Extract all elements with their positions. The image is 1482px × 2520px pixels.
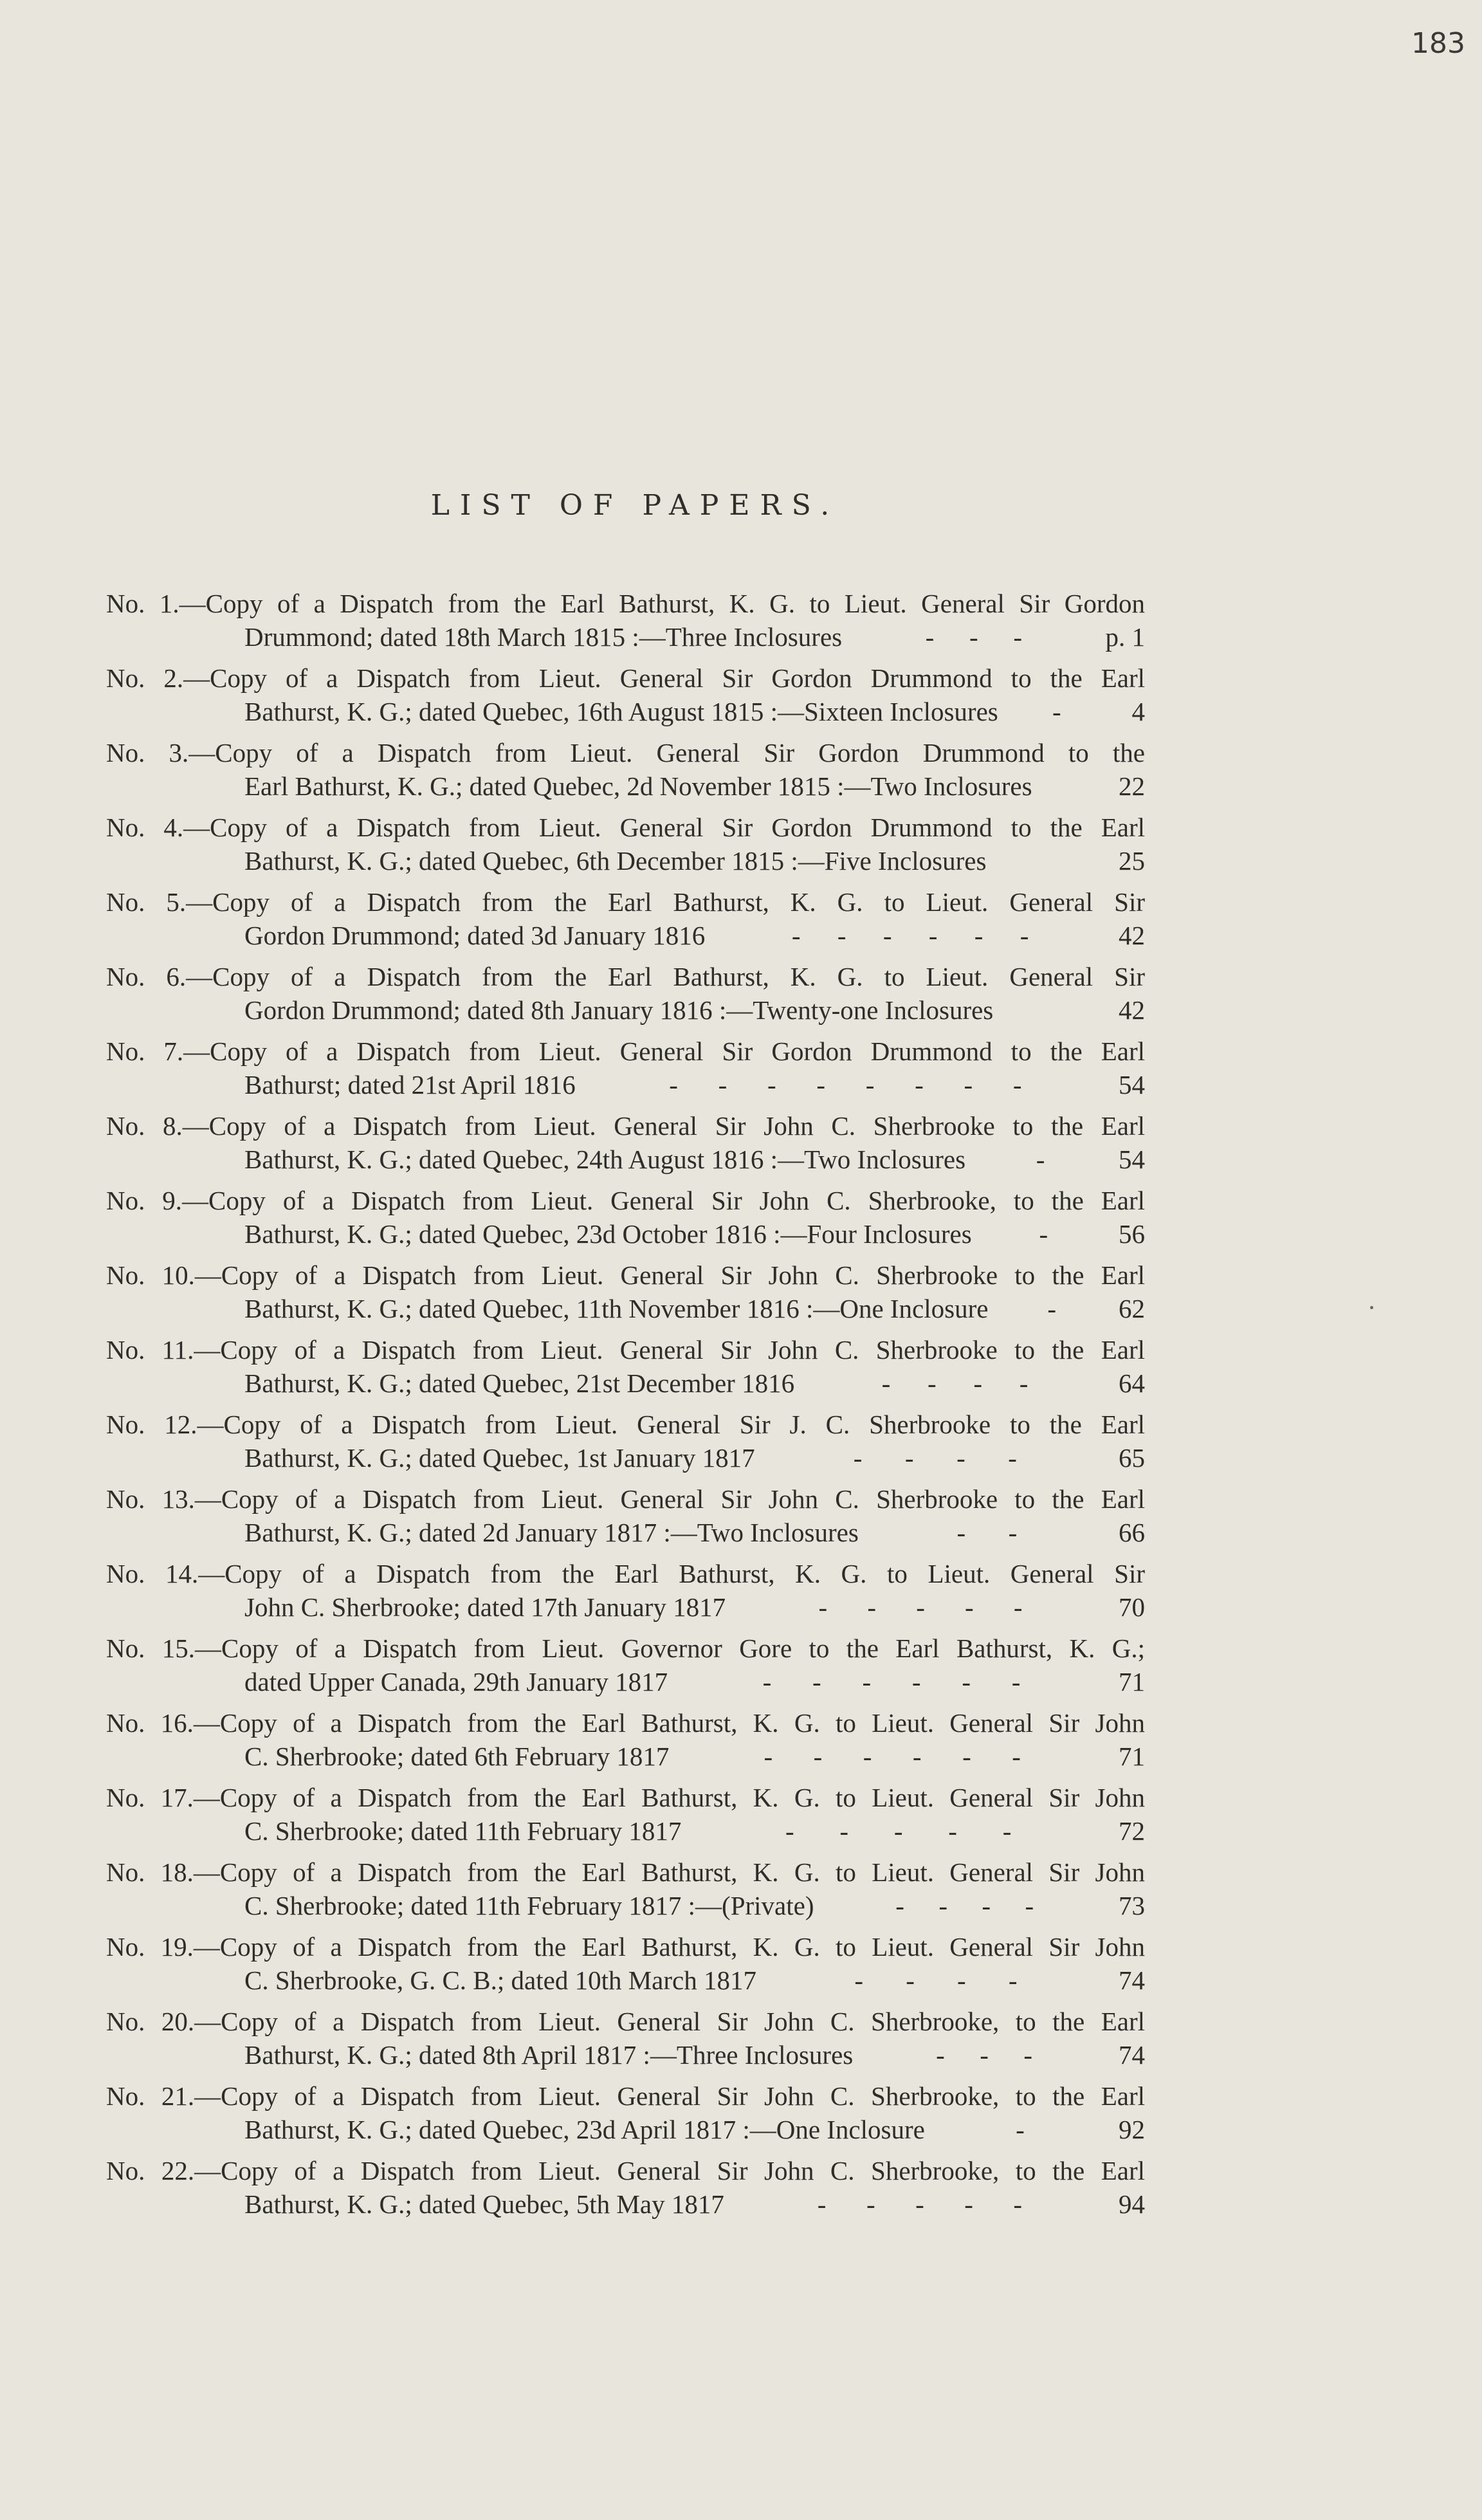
entry-line-2 (106, 1889, 1145, 1922)
leader-dashes: - - - - (881, 1368, 1029, 1398)
entry-line-1: No. 20.—Copy of a Dispatch from Lieut. General Sir John C. Sherbrooke, to the Earl (106, 2007, 1145, 2036)
entry-description: Bathurst, K. G.; dated Quebec, 21st December 1816 (244, 1368, 795, 1398)
entry-line-2 (106, 769, 1145, 803)
entry-line-1: No. 2.—Copy of a Dispatch from Lieut. General Sir Gordon Drummond to the Earl (106, 663, 1145, 693)
entry-description: Bathurst, K. G.; dated Quebec, 5th May 1817 (244, 2189, 724, 2219)
entry-line-2 (106, 1292, 1145, 1325)
leader-dashes: - - - - - (817, 2189, 1023, 2219)
paper-entry (106, 1930, 1145, 2005)
entry-description: Bathurst, K. G.; dated Quebec, 16th August 1815 :—Sixteen Inclosures (244, 697, 998, 726)
leader-dashes: - (1052, 697, 1061, 726)
entry-line-2 (106, 1217, 1145, 1251)
entry-line-2 (106, 1964, 1145, 1997)
leader-dashes: - - - (925, 622, 1023, 652)
leader-dashes: - - - - (853, 1443, 1017, 1473)
paper-entry (106, 1557, 1145, 1632)
entry-line-1: No. 12.—Copy of a Dispatch from Lieut. General Sir J. C. Sherbrooke to the Earl (106, 1410, 1145, 1439)
entry-line-1: No. 21.—Copy of a Dispatch from Lieut. General Sir John C. Sherbrooke, to the Earl (106, 2081, 1145, 2111)
entry-page-number: 74 (1119, 2040, 1145, 2070)
entry-page-number: 73 (1119, 1891, 1145, 1920)
page-number: 183 (1411, 27, 1465, 60)
leader-dashes: - - - (936, 2040, 1033, 2070)
paper-entry (106, 1482, 1145, 1557)
leader-dashes: - - - - - - (762, 1667, 1021, 1697)
entry-page-number: 62 (1119, 1294, 1145, 1323)
entry-page-number: 92 (1119, 2115, 1145, 2144)
entry-line-2 (106, 2038, 1145, 2072)
entry-description: C. Sherbrooke; dated 6th February 1817 (244, 1742, 670, 1771)
entry-description: Bathurst, K. G.; dated Quebec, 11th November 1816 :—One Inclosure (244, 1294, 989, 1323)
paper-list (106, 587, 1145, 2229)
paper-entry (106, 811, 1145, 885)
leader-dashes: - - - - - - (791, 921, 1029, 950)
paper-entry (106, 1408, 1145, 1482)
entry-description: Bathurst, K. G.; dated Quebec, 23d April 1817 :—One Inclosure (244, 2115, 925, 2144)
leader-dashes: - - - - (854, 1965, 1018, 1995)
paper-entry (106, 587, 1145, 661)
entry-line-1: No. 9.—Copy of a Dispatch from Lieut. General Sir John C. Sherbrooke, to the Earl (106, 1186, 1145, 1215)
entry-description: Bathurst, K. G.; dated Quebec, 24th August 1816 :—Two Inclosures (244, 1145, 966, 1174)
entry-line-2 (106, 2187, 1145, 2221)
stray-ink-mark (1370, 1306, 1373, 1309)
entry-description: John C. Sherbrooke; dated 17th January 1817 (244, 1592, 726, 1622)
entry-page-number: 70 (1119, 1592, 1145, 1622)
entry-line-1: No. 19.—Copy of a Dispatch from the Earl Bathurst, K. G. to Lieut. General Sir John (106, 1932, 1145, 1962)
leader-dashes: - - - - - - - - (669, 1070, 1022, 1099)
paper-entry (106, 1855, 1145, 1930)
entry-line-2 (106, 1441, 1145, 1475)
entry-page-number: 42 (1119, 995, 1145, 1025)
entry-description: Bathurst, K. G.; dated Quebec, 6th December 1815 :—Five Inclosures (244, 846, 987, 876)
entry-line-2 (106, 1366, 1145, 1400)
entry-description: C. Sherbrooke; dated 11th February 1817 :—(Private) (244, 1891, 814, 1920)
paper-entry (106, 2154, 1145, 2229)
paper-entry (106, 736, 1145, 811)
entry-line-1: No. 11.—Copy of a Dispatch from Lieut. General Sir John C. Sherbrooke to the Earl (106, 1335, 1145, 1365)
entry-line-2 (106, 993, 1145, 1027)
paper-entry (106, 1258, 1145, 1333)
entry-description: Earl Bathurst, K. G.; dated Quebec, 2d November 1815 :—Two Inclosures (244, 771, 1032, 801)
entry-page-number: 66 (1119, 1518, 1145, 1547)
entry-line-2 (106, 620, 1145, 654)
entry-description: Bathurst, K. G.; dated 2d January 1817 :—Two Inclosures (244, 1518, 859, 1547)
entry-page-number: 54 (1119, 1070, 1145, 1099)
entry-page-number: 65 (1119, 1443, 1145, 1473)
entry-description: Gordon Drummond; dated 3d January 1816 (244, 921, 706, 950)
entry-line-2 (106, 1814, 1145, 1848)
leader-dashes: - - - - - (785, 1816, 1012, 1846)
entry-description: dated Upper Canada, 29th January 1817 (244, 1667, 668, 1697)
paper-entry (106, 960, 1145, 1035)
entry-line-2 (106, 1665, 1145, 1698)
entry-line-1: No. 7.—Copy of a Dispatch from Lieut. General Sir Gordon Drummond to the Earl (106, 1036, 1145, 1066)
entry-line-1: No. 14.—Copy of a Dispatch from the Earl Bathurst, K. G. to Lieut. General Sir (106, 1559, 1145, 1588)
leader-dashes: - (1016, 2115, 1025, 2144)
paper-entry (106, 1109, 1145, 1184)
entry-page-number: 74 (1119, 1965, 1145, 1995)
entry-line-1: No. 1.—Copy of a Dispatch from the Earl Bathurst, K. G. to Lieut. General Sir Gordon (106, 589, 1145, 618)
entry-line-2 (106, 1143, 1145, 1176)
leader-dashes: - (1047, 1294, 1057, 1323)
entry-page-number: 4 (1131, 697, 1145, 726)
entry-page-number: p. 1 (1105, 622, 1145, 652)
paper-entry (106, 1781, 1145, 1855)
document-title: LIST OF PAPERS. (430, 489, 840, 522)
entry-line-1: No. 18.—Copy of a Dispatch from the Earl Bathurst, K. G. to Lieut. General Sir John (106, 1857, 1145, 1887)
entry-description: C. Sherbrooke; dated 11th February 1817 (244, 1816, 682, 1846)
paper-entry (106, 885, 1145, 960)
entry-line-2 (106, 844, 1145, 878)
entry-description: Bathurst, K. G.; dated 8th April 1817 :—Three Inclosures (244, 2040, 854, 2070)
entry-line-1: No. 4.—Copy of a Dispatch from Lieut. General Sir Gordon Drummond to the Earl (106, 813, 1145, 842)
entry-line-1: No. 15.—Copy of a Dispatch from Lieut. Governor Gore to the Earl Bathurst, K. G.; (106, 1633, 1145, 1663)
entry-description: C. Sherbrooke, G. C. B.; dated 10th March 1817 (244, 1965, 756, 1995)
entry-line-1: No. 3.—Copy of a Dispatch from Lieut. General Sir Gordon Drummond to the (106, 738, 1145, 768)
entry-line-2 (106, 1516, 1145, 1549)
entry-line-1: No. 13.—Copy of a Dispatch from Lieut. General Sir John C. Sherbrooke to the Earl (106, 1484, 1145, 1514)
entry-description: Bathurst, K. G.; dated Quebec, 23d October 1816 :—Four Inclosures (244, 1219, 972, 1249)
entry-line-1: No. 8.—Copy of a Dispatch from Lieut. General Sir John C. Sherbrooke to the Earl (106, 1111, 1145, 1141)
entry-line-2 (106, 695, 1145, 728)
leader-dashes: - - - - (895, 1891, 1034, 1920)
entry-line-1: No. 16.—Copy of a Dispatch from the Earl Bathurst, K. G. to Lieut. General Sir John (106, 1708, 1145, 1738)
entry-page-number: 94 (1119, 2189, 1145, 2219)
paper-entry (106, 661, 1145, 736)
entry-line-2 (106, 1590, 1145, 1624)
leader-dashes: - - - - - - (764, 1742, 1021, 1771)
entry-page-number: 56 (1119, 1219, 1145, 1249)
entry-description: Gordon Drummond; dated 8th January 1816 :—Twenty-one Inclosures (244, 995, 994, 1025)
paper-entry (106, 2079, 1145, 2154)
entry-line-1: No. 5.—Copy of a Dispatch from the Earl Bathurst, K. G. to Lieut. General Sir (106, 887, 1145, 917)
leader-dashes: - - (956, 1518, 1018, 1547)
paper-entry (106, 1333, 1145, 1408)
entry-page-number: 54 (1119, 1145, 1145, 1174)
entry-description: Bathurst, K. G.; dated Quebec, 1st January 1817 (244, 1443, 755, 1473)
entry-line-1: No. 22.—Copy of a Dispatch from Lieut. General Sir John C. Sherbrooke, to the Earl (106, 2156, 1145, 2185)
entry-line-1: No. 17.—Copy of a Dispatch from the Earl Bathurst, K. G. to Lieut. General Sir John (106, 1783, 1145, 1812)
entry-page-number: 72 (1119, 1816, 1145, 1846)
entry-page-number: 71 (1119, 1742, 1145, 1771)
paper-entry (106, 2005, 1145, 2079)
entry-page-number: 25 (1119, 846, 1145, 876)
paper-entry (106, 1706, 1145, 1781)
entry-line-2 (106, 1740, 1145, 1773)
entry-description: Bathurst; dated 21st April 1816 (244, 1070, 576, 1099)
entry-line-2 (106, 1068, 1145, 1101)
leader-dashes: - - - - - (818, 1592, 1023, 1622)
entry-page-number: 64 (1119, 1368, 1145, 1398)
entry-page-number: 22 (1119, 771, 1145, 801)
leader-dashes: - (1036, 1145, 1045, 1174)
paper-entry (106, 1035, 1145, 1109)
entry-line-2 (106, 2113, 1145, 2146)
entry-line-1: No. 6.—Copy of a Dispatch from the Earl Bathurst, K. G. to Lieut. General Sir (106, 962, 1145, 991)
entry-line-1: No. 10.—Copy of a Dispatch from Lieut. General Sir John C. Sherbrooke to the Earl (106, 1260, 1145, 1290)
entry-line-2 (106, 919, 1145, 952)
entry-description: Drummond; dated 18th March 1815 :—Three Inclosures (244, 622, 843, 652)
paper-entry (106, 1632, 1145, 1706)
paper-entry (106, 1184, 1145, 1258)
entry-page-number: 71 (1119, 1667, 1145, 1697)
entry-page-number: 42 (1119, 921, 1145, 950)
leader-dashes: - (1039, 1219, 1048, 1249)
